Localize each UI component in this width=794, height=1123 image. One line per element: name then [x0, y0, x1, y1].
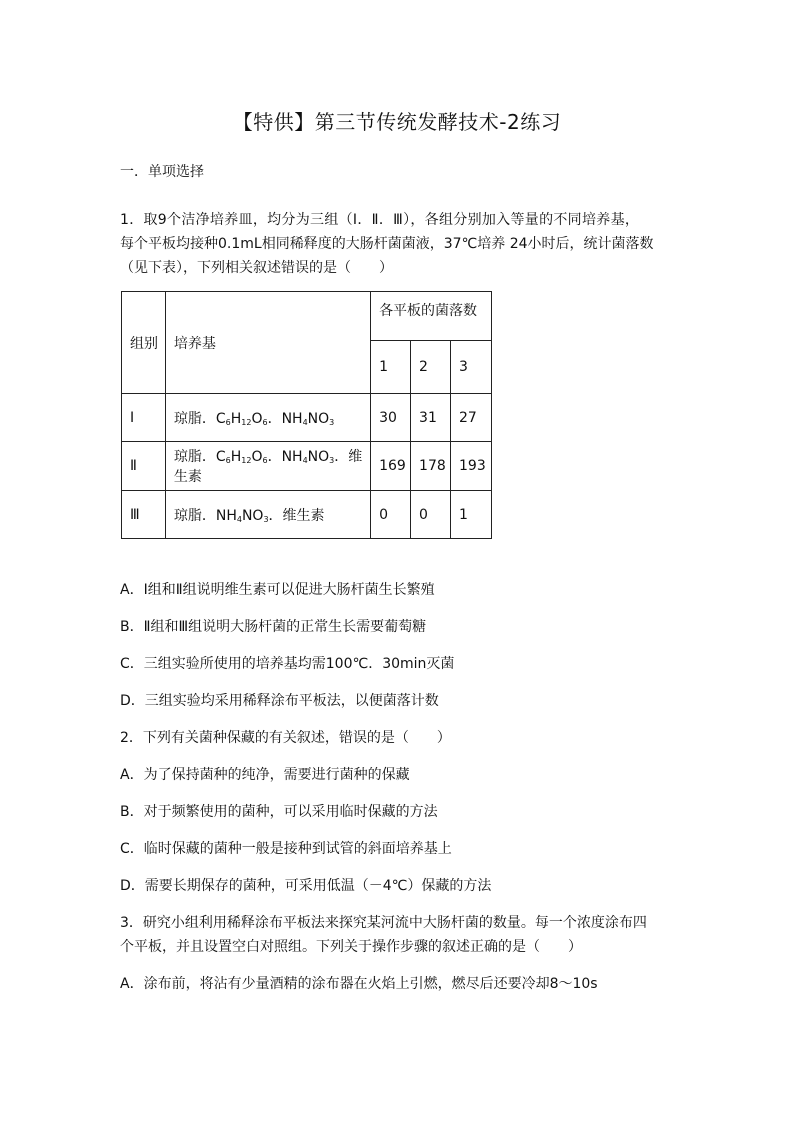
question-1-option-d: D．三组实验均采用稀释涂布平板法，以便菌落计数	[120, 693, 439, 709]
section-heading: 一．单项选择	[120, 164, 204, 180]
count-cell: 193	[451, 442, 492, 491]
header-colony-counts: 各平板的菌落数	[371, 292, 492, 341]
colony-count-table	[121, 291, 492, 539]
question-2-option-b: B．对于频繁使用的菌种，可以采用临时保藏的方法	[120, 804, 438, 820]
question-1-stem-line-1: 1．取9个洁净培养皿，均分为三组（Ⅰ．Ⅱ．Ⅲ），各组分别加入等量的不同培养基，	[120, 212, 640, 228]
question-1-option-c: C．三组实验所使用的培养基均需100℃．30min灭菌	[120, 656, 455, 672]
table-row	[122, 491, 492, 539]
count-cell: 30	[371, 394, 411, 442]
question-1-option-a: A．Ⅰ组和Ⅱ组说明维生素可以促进大肠杆菌生长繁殖	[120, 582, 435, 598]
count-cell: 0	[411, 491, 451, 539]
question-2-option-a: A．为了保持菌种的纯净，需要进行菌种的保藏	[120, 767, 410, 783]
group-cell: Ⅱ	[122, 442, 166, 491]
question-2-option-d: D．需要长期保存的菌种，可采用低温（－4℃）保藏的方法	[120, 878, 492, 894]
group-cell: Ⅲ	[122, 491, 166, 539]
count-cell: 27	[451, 394, 492, 442]
count-cell: 169	[371, 442, 411, 491]
question-1-option-b: B．Ⅱ组和Ⅲ组说明大肠杆菌的正常生长需要葡萄糖	[120, 619, 427, 635]
table-row	[122, 442, 492, 491]
question-1-stem-line-3: （见下表），下列相关叙述错误的是（ ）	[120, 260, 393, 276]
page-title: 【特供】第三节传统发酵技术-2练习	[232, 110, 562, 134]
medium-cell: 琼脂．$C_6H_{12}O_6$．$NH_4NO_3$．维生素	[165, 442, 370, 491]
question-3-option-a: A．涂布前，将沾有少量酒精的涂布器在火焰上引燃，燃尽后还要冷却8～10s	[120, 976, 598, 992]
header-medium: 培养基	[165, 292, 370, 394]
question-2-stem: 2．下列有关菌种保藏的有关叙述，错误的是（ ）	[120, 730, 451, 746]
header-plate-1: 1	[371, 341, 411, 394]
group-cell: Ⅰ	[122, 394, 166, 442]
question-2-option-c: C．临时保藏的菌种一般是接种到试管的斜面培养基上	[120, 841, 452, 857]
table-row	[122, 394, 492, 442]
question-3-stem-line-1: 3．研究小组利用稀释涂布平板法来探究某河流中大肠杆菌的数量。每一个浓度涂布四	[120, 915, 647, 931]
count-cell: 178	[411, 442, 451, 491]
count-cell: 1	[451, 491, 492, 539]
medium-cell: 琼脂．$NH_4NO_3$．维生素	[165, 491, 370, 539]
count-cell: 0	[371, 491, 411, 539]
header-plate-2: 2	[411, 341, 451, 394]
count-cell: 31	[411, 394, 451, 442]
question-3-stem-line-2: 个平板，并且设置空白对照组。下列关于操作步骤的叙述正确的是（ ）	[120, 939, 582, 955]
header-group: 组别	[122, 292, 166, 394]
question-1-stem-line-2: 每个平板均接种0.1mL相同稀释度的大肠杆菌菌液，37℃培养 24小时后，统计菌落数	[120, 236, 654, 252]
header-plate-3: 3	[451, 341, 492, 394]
medium-cell: 琼脂．$C_6H_{12}O_6$．$NH_4NO_3$	[165, 394, 370, 442]
